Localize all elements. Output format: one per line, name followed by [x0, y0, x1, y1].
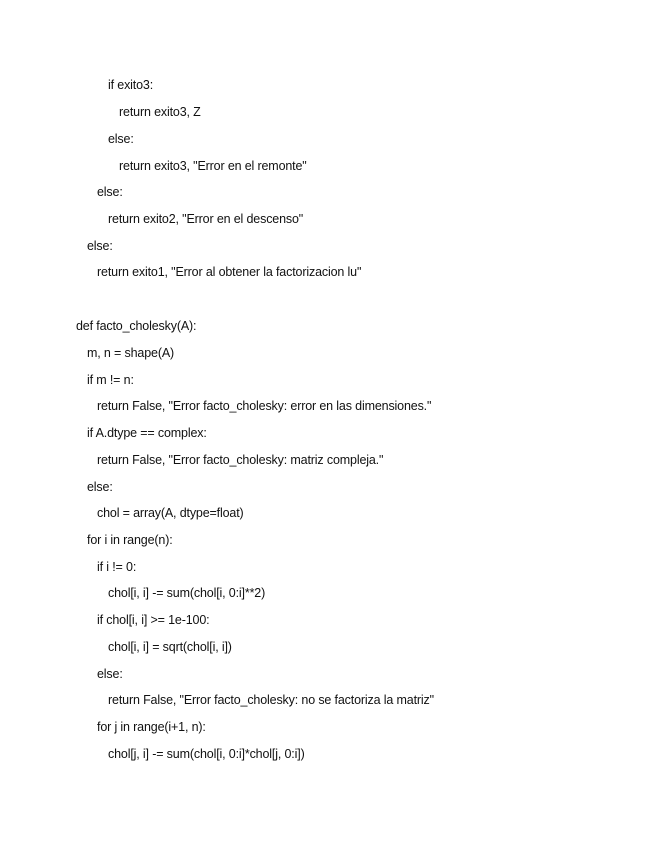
code-line: chol = array(A, dtype=float) [97, 506, 244, 520]
code-line: def facto_cholesky(A): [76, 319, 197, 333]
code-line: return exito1, "Error al obtener la factorizacion lu" [97, 265, 362, 279]
code-line: chol[i, i] -= sum(chol[i, 0:i]**2) [108, 586, 266, 600]
code-line: chol[i, i] = sqrt(chol[i, i]) [108, 640, 232, 654]
code-line: else: [87, 480, 113, 494]
code-line: chol[j, i] -= sum(chol[i, 0:i]*chol[j, 0:i]) [108, 747, 305, 761]
code-line: else: [97, 185, 123, 199]
code-line: else: [87, 239, 113, 253]
code-line: return exito2, "Error en el descenso" [108, 212, 304, 226]
code-line: return False, "Error facto_cholesky: error en las dimensiones." [97, 399, 432, 413]
code-line: if i != 0: [97, 560, 137, 574]
code-line: for j in range(i+1, n): [97, 720, 206, 734]
code-line: if A.dtype == complex: [87, 426, 207, 440]
code-line: if exito3: [108, 78, 154, 92]
code-line: else: [108, 132, 134, 146]
code-line: return exito3, Z [119, 105, 201, 119]
code-line: if m != n: [87, 373, 134, 387]
code-line: else: [97, 667, 123, 681]
code-line: return False, "Error facto_cholesky: no se factoriza la matriz" [108, 693, 434, 707]
code-line: return exito3, "Error en el remonte" [119, 159, 307, 173]
code-line: if chol[i, i] >= 1e-100: [97, 613, 210, 627]
code-line: m, n = shape(A) [87, 346, 175, 360]
code-line: return False, "Error facto_cholesky: matriz compleja." [97, 453, 384, 467]
code-line: for i in range(n): [87, 533, 173, 547]
